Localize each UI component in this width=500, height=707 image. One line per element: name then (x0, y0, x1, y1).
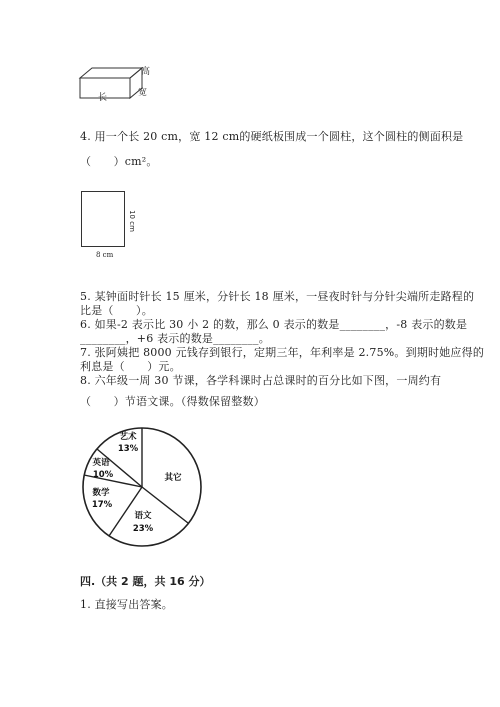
rectangle-side-label-text: 10 cm (128, 210, 136, 232)
rectangle-side-label (124, 205, 136, 237)
pie-pct-yuwen: 23% (132, 524, 154, 534)
section-4-question-1: 1. 直接写出答案。 (80, 598, 173, 611)
question-6-line1: 6. 如果-2 表示比 30 小 2 的数，那么 0 表示的数是________，-8 表示的数是 (80, 318, 468, 331)
cuboid-width-label: 宽 (138, 88, 148, 98)
question-7-line1: 7. 张阿姨把 8000 元钱存到银行，定期三年，年利率是 2.75%。到期时她应得的 (80, 346, 485, 359)
rectangle-figure (81, 191, 125, 247)
subject-pie-chart (76, 425, 206, 550)
question-5-line1: 5. 某钟面时针长 15 厘米，分针长 18 厘米，一昼夜时针与分针尖端所走路程的 (80, 290, 475, 303)
section-4-title: 四.（共 2 题，共 16 分） (80, 575, 211, 588)
pie-label-yuwen: 语文 (134, 511, 152, 521)
question-8-line2: （ ）节语文课。（得数保留整数） (80, 395, 265, 408)
cuboid-height-label: 高 (141, 67, 151, 77)
question-5-line2: 比是（ ）。 (80, 304, 153, 317)
question-6-line2: ________，+6 表示的数是________。 (80, 332, 270, 345)
pie-pct-yingyu: 10% (92, 470, 114, 480)
question-8-line1: 8. 六年级一周 30 节课，各学科课时占总课时的百分比如下图，一周约有 (80, 374, 442, 387)
pie-label-shuxue: 数学 (92, 488, 110, 498)
pie-label-qita: 其它 (164, 473, 182, 483)
question-4-line1: 4. 用一个长 20 cm，宽 12 cm的硬纸板围成一个圆柱，这个圆柱的侧面积是 (80, 130, 464, 143)
pie-pct-yishu: 13% (117, 444, 139, 454)
pie-label-yingyu: 英语 (92, 458, 110, 468)
pie-pct-shuxue: 17% (91, 500, 113, 510)
rectangle-bottom-label: 8 cm (96, 251, 114, 259)
cuboid-length-label: 长 (98, 93, 108, 103)
pie-label-yishu: 艺术 (119, 432, 137, 442)
question-4-line2: （ ）cm²。 (80, 155, 158, 168)
question-7-line2: 利息是（ ）元。 (80, 360, 181, 373)
